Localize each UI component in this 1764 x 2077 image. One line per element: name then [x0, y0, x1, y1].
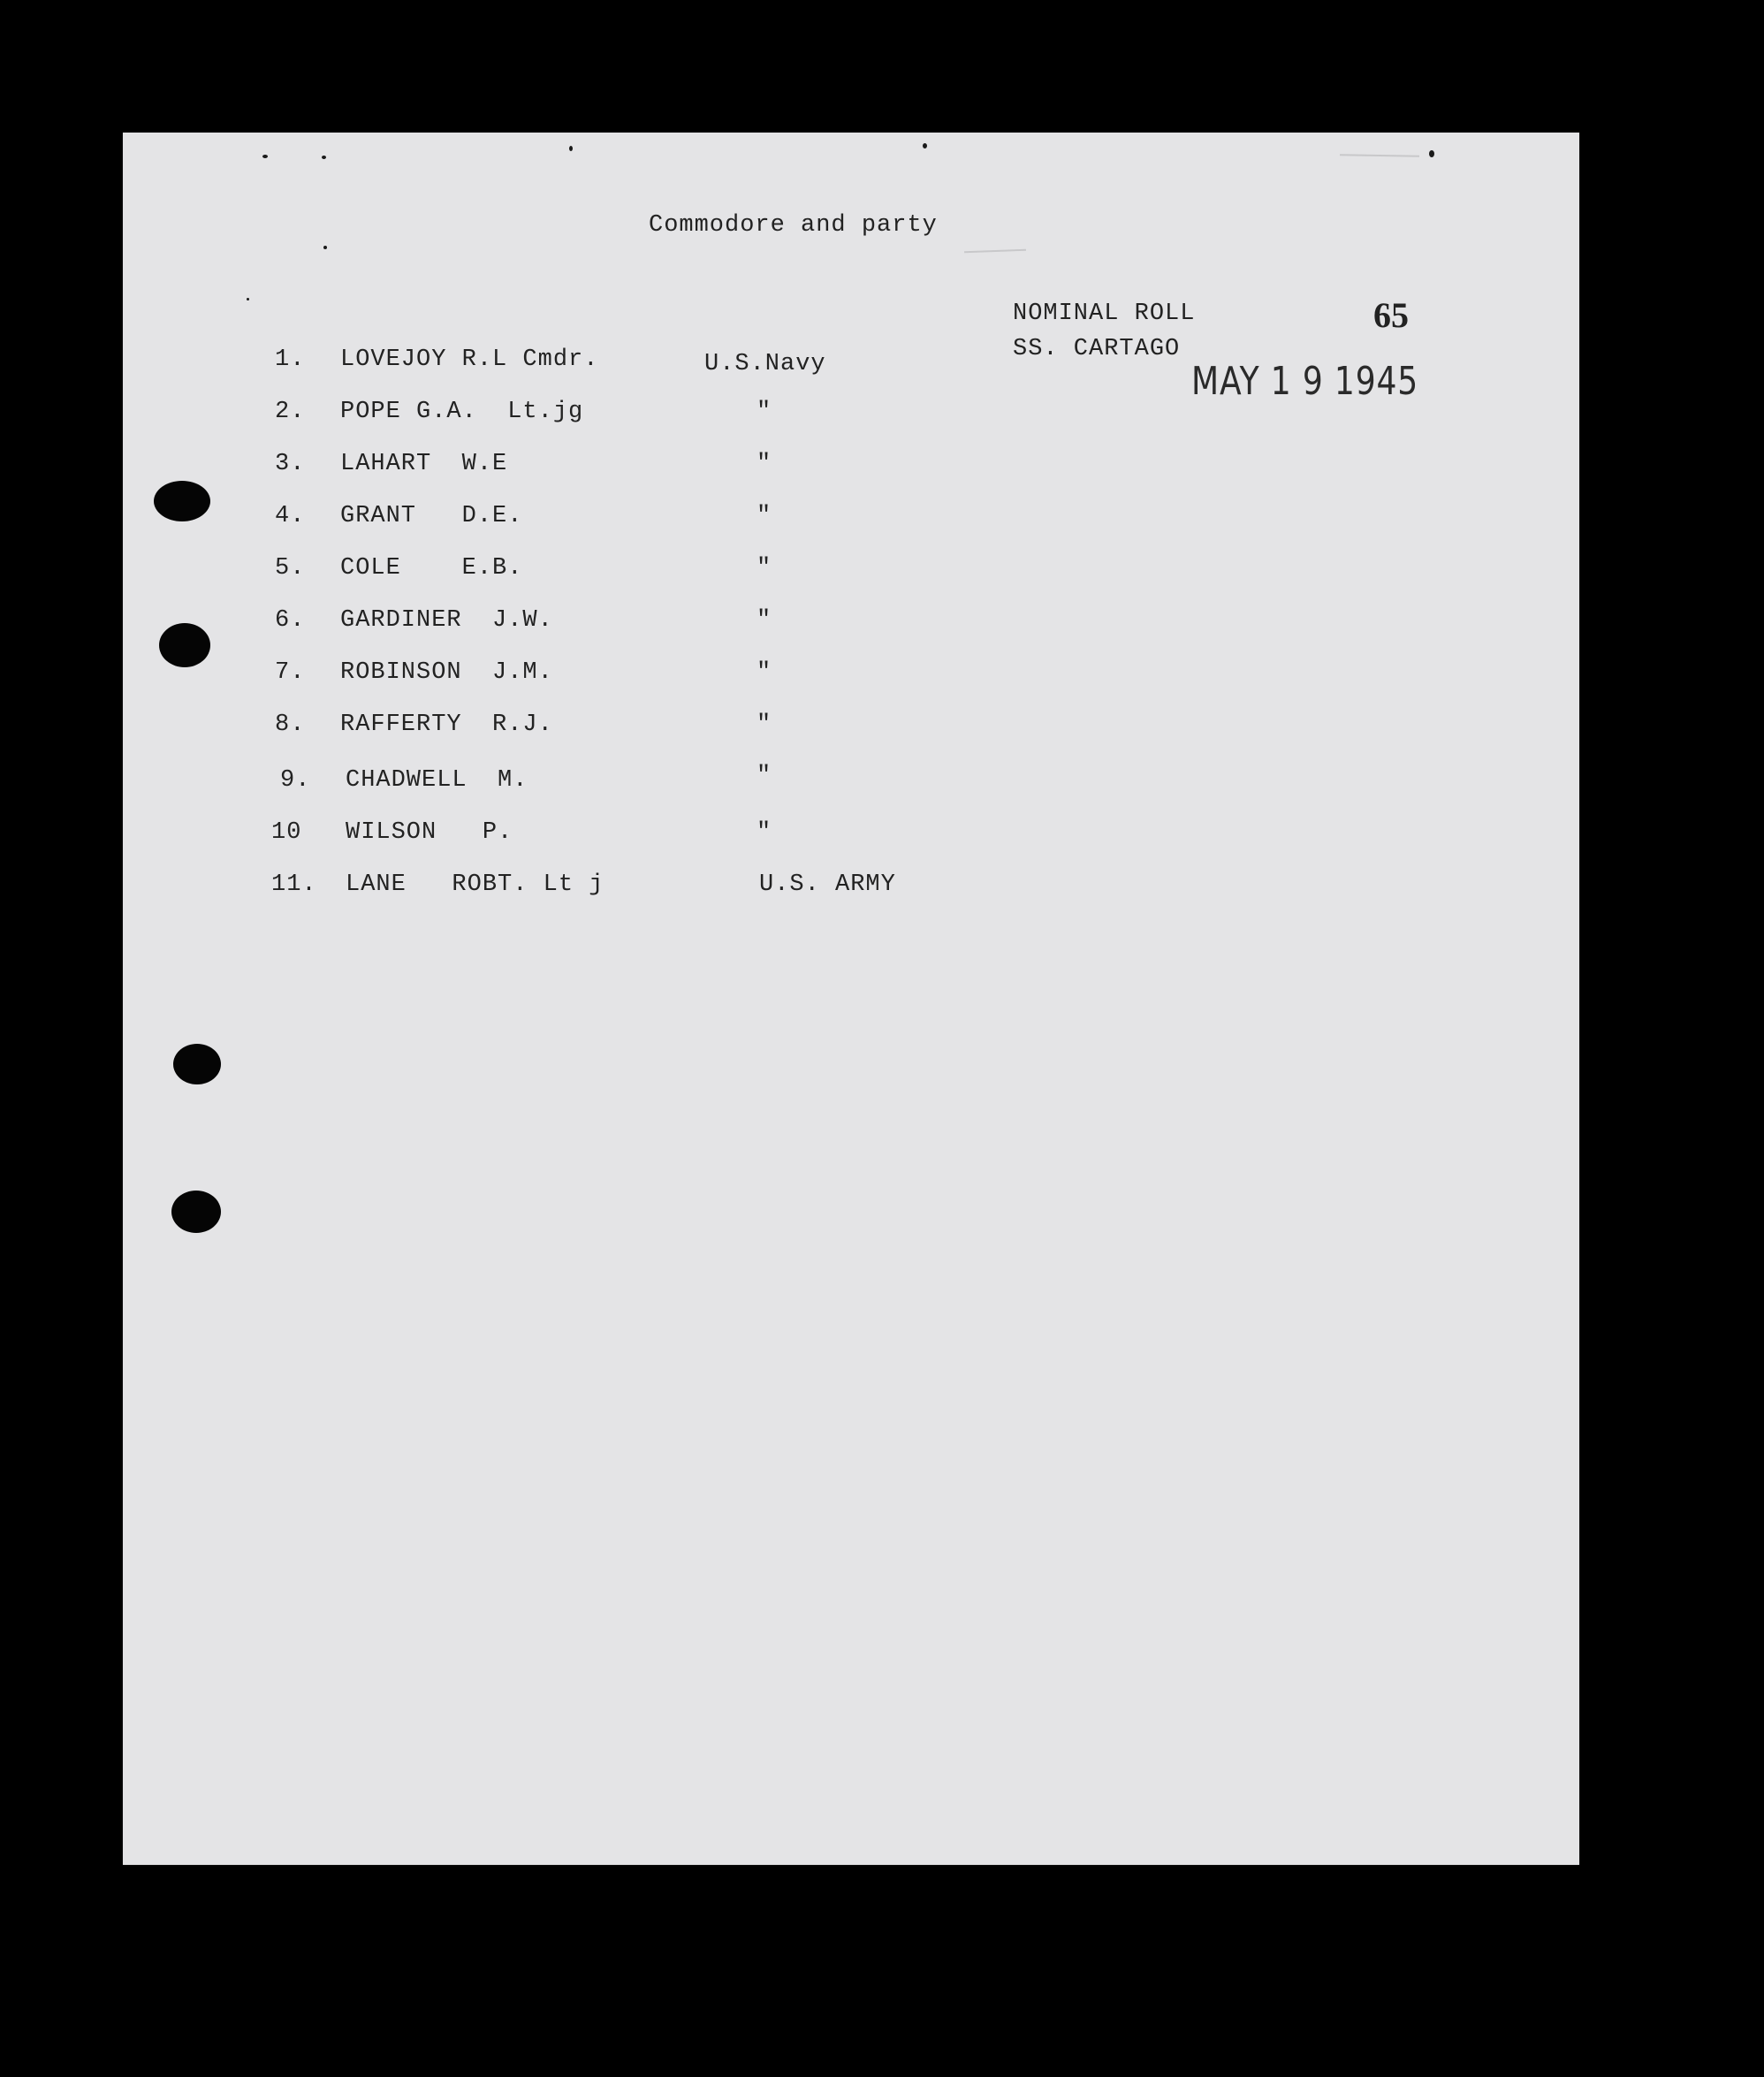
person-name: WILSON P. — [346, 819, 513, 846]
person-name: LOVEJOY R.L Cmdr. — [340, 346, 599, 373]
row-number: 10 — [271, 819, 302, 846]
ink-speck — [322, 156, 326, 159]
date-stamp: MAY 1 9 1945 — [1191, 359, 1419, 404]
service-branch: " — [757, 711, 772, 738]
service-branch: " — [757, 607, 772, 634]
row-number: 2. — [275, 399, 306, 425]
service-branch: " — [757, 503, 772, 529]
page-number: 65 — [1373, 295, 1409, 335]
row-number: 5. — [275, 555, 306, 582]
row-number: 1. — [275, 346, 306, 373]
person-name: CHADWELL M. — [346, 767, 528, 794]
ink-speck — [1429, 150, 1434, 157]
service-branch: U.S.Navy — [704, 351, 826, 377]
pencil-mark — [1340, 154, 1419, 157]
person-name: POPE G.A. Lt.jg — [340, 399, 584, 425]
punch-hole — [171, 1191, 221, 1233]
ink-speck — [569, 146, 573, 151]
row-number: 9. — [280, 767, 311, 794]
service-branch: " — [757, 659, 772, 686]
service-branch: " — [757, 451, 772, 477]
person-name: COLE E.B. — [340, 555, 523, 582]
service-branch: U.S. ARMY — [759, 871, 896, 898]
row-number: 8. — [275, 711, 306, 738]
ink-speck — [262, 155, 268, 158]
row-number: 6. — [275, 607, 306, 634]
row-number: 11. — [271, 871, 317, 898]
person-name: LAHART W.E — [340, 451, 508, 477]
punch-hole — [173, 1044, 221, 1084]
nominal-roll-heading: NOMINAL ROLL — [1013, 301, 1196, 327]
ink-speck — [247, 298, 249, 301]
ink-speck — [323, 246, 327, 249]
ship-name: SS. CARTAGO — [1013, 336, 1181, 362]
service-branch: " — [757, 819, 772, 846]
person-name: GRANT D.E. — [340, 503, 523, 529]
person-name: LANE ROBT. Lt j — [346, 871, 604, 898]
person-name: RAFFERTY R.J. — [340, 711, 553, 738]
punch-hole — [159, 623, 210, 667]
pencil-mark — [964, 249, 1026, 253]
service-branch: " — [757, 555, 772, 582]
row-number: 4. — [275, 503, 306, 529]
service-branch: " — [757, 399, 772, 425]
document-title: Commodore and party — [649, 212, 938, 239]
row-number: 7. — [275, 659, 306, 686]
person-name: ROBINSON J.M. — [340, 659, 553, 686]
punch-hole — [154, 481, 210, 521]
person-name: GARDINER J.W. — [340, 607, 553, 634]
row-number: 3. — [275, 451, 306, 477]
service-branch: " — [757, 763, 772, 789]
document-page — [123, 133, 1579, 1865]
ink-speck — [923, 143, 927, 148]
